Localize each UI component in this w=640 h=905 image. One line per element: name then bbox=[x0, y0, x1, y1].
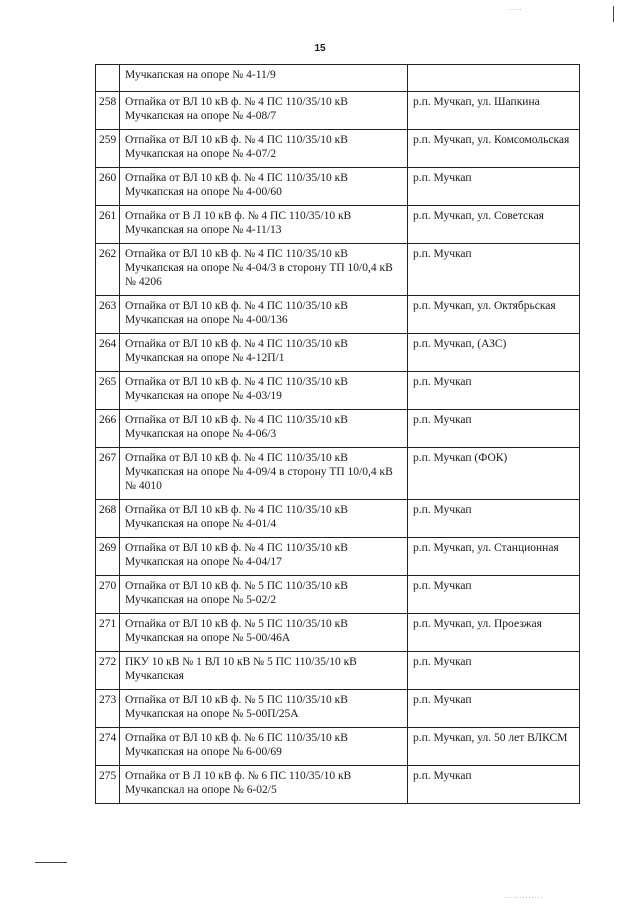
table-row bbox=[96, 130, 580, 168]
row-number: 262 bbox=[96, 244, 120, 296]
scan-artifact-line bbox=[613, 6, 614, 22]
table-row bbox=[96, 334, 580, 372]
line-name: Отпайка от ВЛ 10 кВ ф. № 4 ПС 110/35/10 кВ Мучкапская на опоре № 4-07/2 bbox=[120, 130, 408, 168]
line-name: Отпайка от ВЛ 10 кВ ф. № 5 ПС 110/35/10 кВ Мучкапская на опоре № 5-00/46А bbox=[120, 614, 408, 652]
row-number: 274 bbox=[96, 728, 120, 766]
table-row bbox=[96, 92, 580, 130]
row-number: 272 bbox=[96, 652, 120, 690]
table-row bbox=[96, 652, 580, 690]
scan-artifact-dots: ..... bbox=[508, 5, 523, 12]
address-cell: р.п. Мучкап, ул. Советская bbox=[408, 206, 580, 244]
line-name: Отпайка от ВЛ 10 кВ ф. № 6 ПС 110/35/10 кВ Мучкапская на опоре № 6-00/69 bbox=[120, 728, 408, 766]
substation-line-table bbox=[95, 64, 580, 804]
address-cell: р.п. Мучкап, (АЗС) bbox=[408, 334, 580, 372]
table-row bbox=[96, 538, 580, 576]
scan-artifact-line bbox=[35, 862, 67, 863]
line-name: Отпайка от ВЛ 10 кВ ф. № 4 ПС 110/35/10 кВ Мучкапская на опоре № 4-00/60 bbox=[120, 168, 408, 206]
line-name: Отпайка от ВЛ 10 кВ ф. № 5 ПС 110/35/10 кВ Мучкапская на опоре № 5-02/2 bbox=[120, 576, 408, 614]
row-number: 273 bbox=[96, 690, 120, 728]
row-number: 268 bbox=[96, 500, 120, 538]
address-cell bbox=[408, 65, 580, 92]
table-row bbox=[96, 296, 580, 334]
table-row bbox=[96, 206, 580, 244]
address-cell: р.п. Мучкап, ул. 50 лет ВЛКСМ bbox=[408, 728, 580, 766]
page-number: 15 bbox=[314, 43, 326, 54]
row-number: 261 bbox=[96, 206, 120, 244]
table-row bbox=[96, 65, 580, 92]
address-cell: р.п. Мучкап bbox=[408, 652, 580, 690]
line-name: Отпайка от ВЛ 10 кВ ф. № 4 ПС 110/35/10 кВ Мучкапская на опоре № 4-04/3 в сторону ТП 10/0,4 кВ № 4206 bbox=[120, 244, 408, 296]
address-cell: р.п. Мучкап bbox=[408, 372, 580, 410]
line-name: ПКУ 10 кВ № 1 ВЛ 10 кВ № 5 ПС 110/35/10 кВ Мучкапская bbox=[120, 652, 408, 690]
line-name: Отпайка от ВЛ 10 кВ ф. № 4 ПС 110/35/10 кВ Мучкапская на опоре № 4-00/136 bbox=[120, 296, 408, 334]
line-name: Отпайка от ВЛ 10 кВ ф. № 4 ПС 110/35/10 кВ Мучкапская на опоре № 4-03/19 bbox=[120, 372, 408, 410]
line-name: Отпайка от ВЛ 10 кВ ф. № 4 ПС 110/35/10 кВ Мучкапская на опоре № 4-01/4 bbox=[120, 500, 408, 538]
address-cell: р.п. Мучкап, ул. Станционная bbox=[408, 538, 580, 576]
line-name: Отпайка от ВЛ 10 кВ ф. № 4 ПС 110/35/10 кВ Мучкапская на опоре № 4-09/4 в сторону ТП 10/0,4 кВ № 4010 bbox=[120, 448, 408, 500]
table-row bbox=[96, 448, 580, 500]
scan-artifact-dots: ............. bbox=[505, 893, 544, 900]
table-row bbox=[96, 690, 580, 728]
row-number: 271 bbox=[96, 614, 120, 652]
row-number: 265 bbox=[96, 372, 120, 410]
row-number: 258 bbox=[96, 92, 120, 130]
row-number: 270 bbox=[96, 576, 120, 614]
table-row bbox=[96, 410, 580, 448]
row-number: 267 bbox=[96, 448, 120, 500]
address-cell: р.п. Мучкап bbox=[408, 244, 580, 296]
row-number bbox=[96, 65, 120, 92]
row-number: 264 bbox=[96, 334, 120, 372]
line-name: Отпайка от ВЛ 10 кВ ф. № 4 ПС 110/35/10 кВ Мучкапская на опоре № 4-08/7 bbox=[120, 92, 408, 130]
address-cell: р.п. Мучкап bbox=[408, 690, 580, 728]
line-name: Отпайка от В Л 10 кВ ф. № 4 ПС 110/35/10 кВ Мучкапская на опоре № 4-11/13 bbox=[120, 206, 408, 244]
row-number: 266 bbox=[96, 410, 120, 448]
table-row bbox=[96, 372, 580, 410]
address-cell: р.п. Мучкап, ул. Комсомольская bbox=[408, 130, 580, 168]
table-row bbox=[96, 766, 580, 804]
line-name: Отпайка от В Л 10 кВ ф. № 6 ПС 110/35/10 кВ Мучкапскал на опоре № 6-02/5 bbox=[120, 766, 408, 804]
line-name: Отпайка от ВЛ 10 кВ ф. № 4 ПС 110/35/10 кВ Мучкапская на опоре № 4-12П/1 bbox=[120, 334, 408, 372]
address-cell: р.п. Мучкап, ул. Проезжая bbox=[408, 614, 580, 652]
row-number: 260 bbox=[96, 168, 120, 206]
table-row bbox=[96, 614, 580, 652]
line-name: Отпайка от ВЛ 10 кВ ф. № 5 ПС 110/35/10 кВ Мучкапская на опоре № 5-00П/25А bbox=[120, 690, 408, 728]
table-row bbox=[96, 576, 580, 614]
line-name: Мучкапская на опоре № 4-11/9 bbox=[120, 65, 408, 92]
row-number: 269 bbox=[96, 538, 120, 576]
address-cell: р.п. Мучкап bbox=[408, 766, 580, 804]
address-cell: р.п. Мучкап (ФОК) bbox=[408, 448, 580, 500]
address-cell: р.п. Мучкап bbox=[408, 500, 580, 538]
table-row bbox=[96, 244, 580, 296]
address-cell: р.п. Мучкап, ул. Шапкина bbox=[408, 92, 580, 130]
row-number: 263 bbox=[96, 296, 120, 334]
address-cell: р.п. Мучкап bbox=[408, 168, 580, 206]
address-cell: р.п. Мучкап bbox=[408, 410, 580, 448]
line-name: Отпайка от ВЛ 10 кВ ф. № 4 ПС 110/35/10 кВ Мучкапская на опоре № 4-06/3 bbox=[120, 410, 408, 448]
table-row bbox=[96, 728, 580, 766]
address-cell: р.п. Мучкап, ул. Октябрьская bbox=[408, 296, 580, 334]
table-row bbox=[96, 500, 580, 538]
table-row bbox=[96, 168, 580, 206]
row-number: 259 bbox=[96, 130, 120, 168]
address-cell: р.п. Мучкап bbox=[408, 576, 580, 614]
line-name: Отпайка от ВЛ 10 кВ ф. № 4 ПС 110/35/10 кВ Мучкапская на опоре № 4-04/17 bbox=[120, 538, 408, 576]
row-number: 275 bbox=[96, 766, 120, 804]
